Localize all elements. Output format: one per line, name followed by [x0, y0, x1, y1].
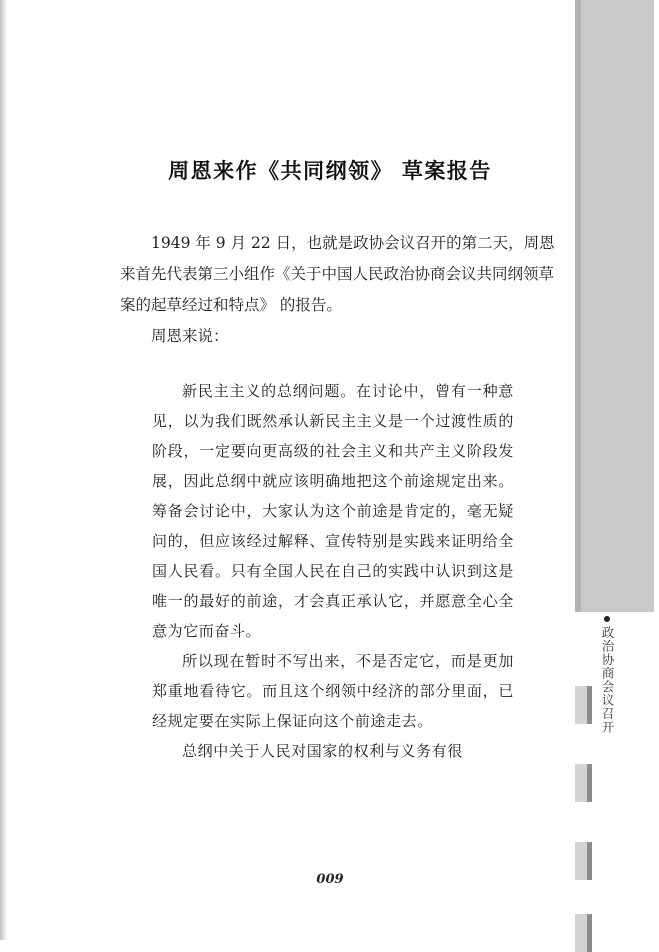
- thumb-index-mark: [575, 764, 592, 802]
- quote-paragraph: 新民主主义的总纲问题。在讨论中，曾有一种意见，以为我们既然承认新民主主义是一个过渡性质的阶段，一定要向更高级的社会主义和共产主义阶段发展，因此总纲中就应该明确地把这个前途规定出来。筹备会讨论中，大家认为这个前途是肯定的，毫无疑问的，但应该经过解释、宣传特别是实践来证明给全国人民看。只有全国人民在自己的实践中认识到这是唯一的最好的前途，才会真正承认它，并愿意全心全意为它而奋斗。: [152, 382, 514, 640]
- side-section-label: [599, 616, 615, 734]
- page-number: 009: [316, 872, 344, 887]
- binding-shadow: [0, 0, 8, 940]
- thumb-index-mark: [575, 686, 592, 724]
- quote-paragraph: 总纲中关于人民对国家的权利与义务有很: [182, 742, 463, 760]
- side-section-text: 政治协商会议召开: [600, 626, 615, 734]
- thumb-index-mark: [575, 914, 592, 952]
- chapter-title: 周恩来作《共同纲领》 草案报告: [168, 159, 492, 183]
- quoted-speech: [152, 376, 514, 766]
- active-thumb-tab: [581, 0, 654, 612]
- bullet-icon: [604, 616, 610, 622]
- intro-paragraph: 周恩来说：: [151, 327, 229, 345]
- intro-paragraph: 1949 年 9 月 22 日，也就是政协会议召开的第二天，周恩来首先代表第三小组作《关于中国人民政治协商会议共同纲领草案的起草经过和特点》 的报告。: [120, 234, 555, 314]
- quote-paragraph: 所以现在暂时不写出来，不是否定它，而是更加郑重地看待它。而且这个纲领中经济的部分里面，已经规定要在实际上保证向这个前途走去。: [152, 652, 514, 730]
- intro-text: [120, 228, 560, 352]
